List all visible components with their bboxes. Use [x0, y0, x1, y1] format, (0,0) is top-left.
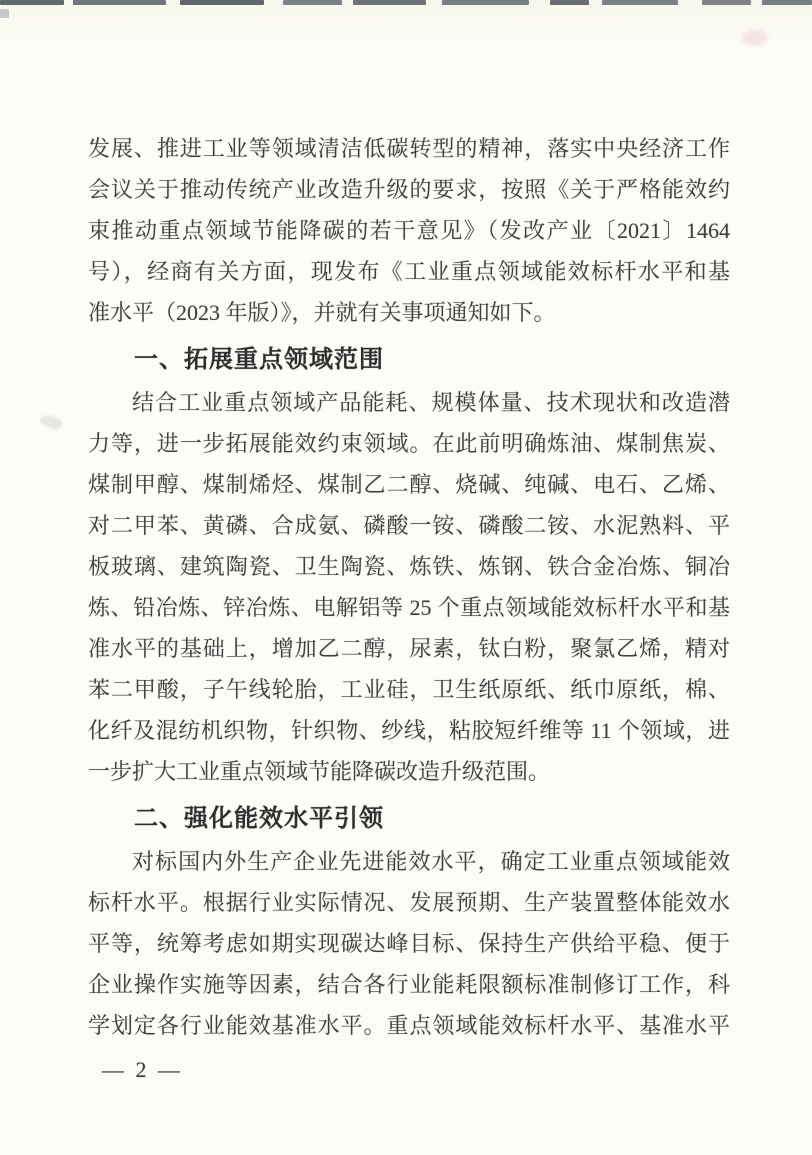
text-line: 结合工业重点领域产品能耗、规模体量、技术现状和改造潜 — [132, 390, 730, 415]
text-line: 束推动重点领域节能降碳的若干意见》（发改产业〔2021〕1464 — [88, 218, 730, 243]
text-line: 准水平的基础上，增加乙二醇，尿素，钛白粉，聚氯乙烯，精对 — [88, 636, 730, 661]
scan-edge-artifact — [0, 0, 812, 7]
section-heading-2: 二、强化能效水平引领 — [134, 805, 384, 832]
paragraph — [88, 382, 730, 792]
text-line: 准水平（2023 年版）》，并就有关事项通知如下。 — [88, 300, 556, 325]
text-line: 对标国内外生产企业先进能效水平，确定工业重点领域能效 — [132, 849, 730, 874]
section-heading-1: 一、拓展重点领域范围 — [134, 346, 384, 373]
text-line: 炼、铅冶炼、锌冶炼、电解铝等 25 个重点领域能效标杆水平和基 — [88, 595, 730, 620]
text-line: 平等，统筹考虑如期实现碳达峰目标、保持生产供给平稳、便于 — [88, 931, 730, 956]
text-line: 号），经商有关方面，现发布《工业重点领域能效标杆水平和基 — [88, 259, 730, 284]
left-margin-smudge-artifact — [39, 413, 64, 431]
paragraph-continuation — [88, 128, 730, 333]
text-line: 对二甲苯、黄磷、合成氨、磷酸一铵、磷酸二铵、水泥熟料、平 — [88, 513, 730, 538]
text-line: 力等，进一步拓展能效约束领域。在此前明确炼油、煤制焦炭、 — [88, 431, 730, 456]
text-line: 板玻璃、建筑陶瓷、卫生陶瓷、炼铁、炼钢、铁合金冶炼、铜冶 — [88, 554, 730, 579]
text-line: 标杆水平。根据行业实际情况、发展预期、生产装置整体能效水 — [88, 890, 730, 915]
text-line: 会议关于推动传统产业改造升级的要求，按照《关于严格能效约 — [88, 177, 730, 202]
paragraph — [88, 841, 730, 1046]
text-line: 煤制甲醇、煤制烯烃、煤制乙二醇、烧碱、纯碱、电石、乙烯、 — [88, 472, 730, 497]
text-line: 化纤及混纺机织物，针织物、纱线，粘胶短纤维等 11 个领域，进 — [88, 718, 730, 743]
text-line: 一步扩大工业重点领域节能降碳改造升级范围。 — [88, 759, 551, 784]
text-line: 发展、推进工业等领域清洁低碳转型的精神，落实中央经济工作 — [88, 136, 730, 161]
text-line: 学划定各行业能效基准水平。重点领域能效标杆水平、基准水平 — [88, 1013, 730, 1038]
scan-spot-artifact — [0, 9, 9, 18]
text-line: 企业操作实施等因素，结合各行业能耗限额标准制修订工作，科 — [88, 972, 730, 997]
document-body — [88, 128, 730, 1087]
page-number: — 2 — — [102, 1057, 183, 1082]
pink-smudge-artifact — [742, 30, 768, 46]
text-line: 苯二甲酸，子午线轮胎，工业硅，卫生纸原纸、纸巾原纸，棉、 — [88, 677, 730, 702]
